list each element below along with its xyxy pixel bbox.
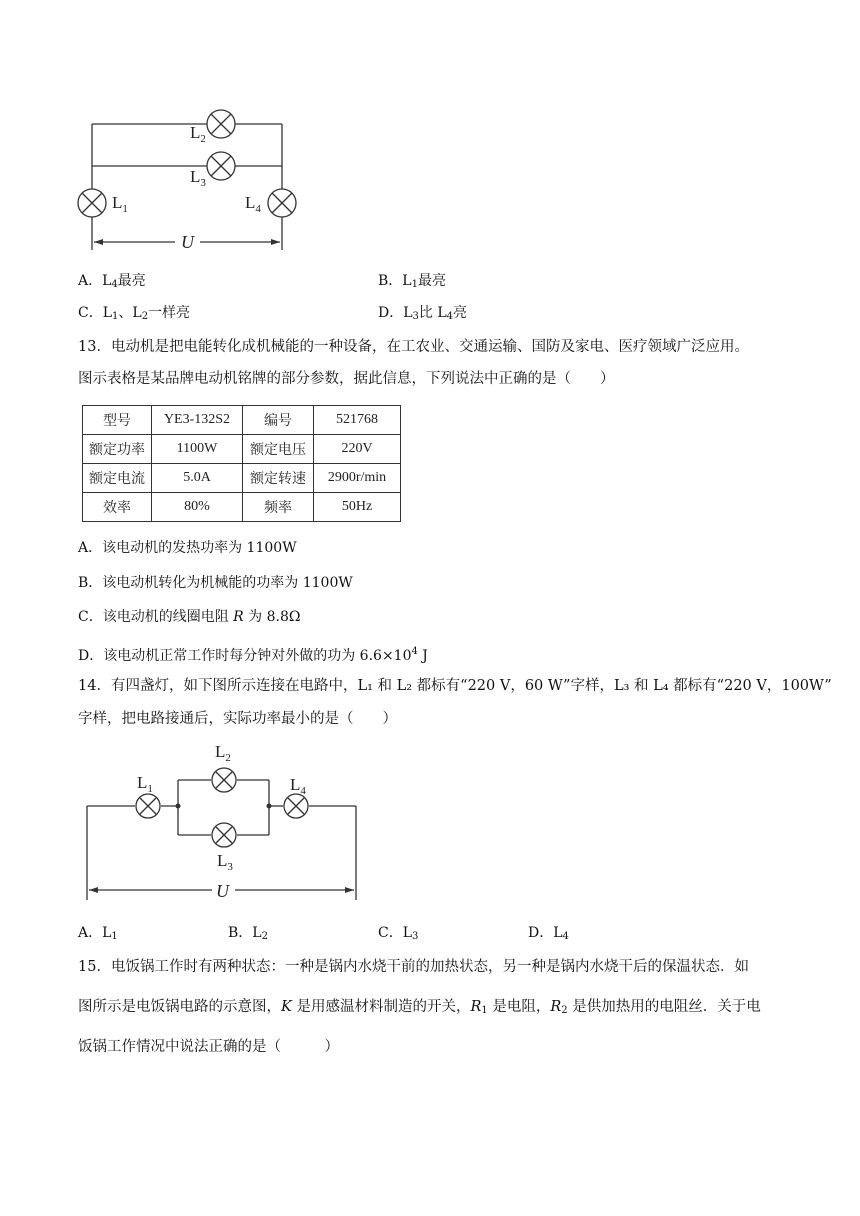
option-letter: C． <box>378 925 403 941</box>
superscript: 4 <box>411 646 418 657</box>
table-cell: 编号 <box>243 406 314 435</box>
lamp-l3-icon <box>207 152 235 180</box>
subscript: 2 <box>561 1005 568 1016</box>
q13-option-d[interactable] <box>78 642 428 666</box>
label-l1: $L_1$ <box>112 193 128 215</box>
label-l3: $L_3$ <box>217 851 233 873</box>
label-l2: $L_2$ <box>215 742 231 764</box>
table-cell: 额定功率 <box>83 435 152 464</box>
option-text: J <box>417 648 428 664</box>
q14-option-b[interactable] <box>228 923 268 947</box>
table-cell: 521768 <box>314 406 401 435</box>
option-text: 亮 <box>453 305 468 321</box>
q14-option-c[interactable] <box>378 923 418 947</box>
label-u: U <box>181 232 194 252</box>
q12-option-c[interactable] <box>78 303 190 327</box>
label-l4: $L_4$ <box>290 775 306 797</box>
table-row <box>83 435 401 464</box>
option-text: C．该电动机的线圈电阻 <box>78 609 234 625</box>
table-cell: 50Hz <box>314 493 401 522</box>
q13-stem-line1: 13．电动机是把电能转化成机械能的一种设备，在工农业、交通运输、国防及家电、医疗领域广泛应用。 <box>78 339 749 355</box>
q15-stem-line2 <box>78 996 761 1022</box>
option-letter: B． <box>378 273 403 289</box>
option-text: L <box>102 925 112 941</box>
variable-r1: R <box>470 999 482 1015</box>
q14-option-a[interactable] <box>78 923 118 947</box>
table-cell: 额定电压 <box>243 435 314 464</box>
option-letter: A． <box>78 925 103 941</box>
option-text: L <box>102 273 112 289</box>
option-text: 最亮 <box>117 273 146 289</box>
option-text: L <box>553 925 563 941</box>
variable-r2: R <box>550 999 562 1015</box>
subscript: 1 <box>111 931 118 942</box>
label-l3: $L_3$ <box>190 167 206 189</box>
lamp-l4-icon <box>268 189 296 217</box>
q14-stem-line1: 14．有四盏灯，如下图所示连接在电路中，L₁ 和 L₂ 都标有“220 V，60 W”字样，L₃ 和 L₄ 都标有“220 V，100W” <box>78 678 832 694</box>
stem-text: 是电阻， <box>487 999 551 1015</box>
motor-nameplate-table <box>82 405 401 522</box>
q14-option-d[interactable] <box>528 923 569 947</box>
q14-stem-line2: 字样，把电路接通后，实际功率最小的是（ ） <box>78 711 397 727</box>
table-cell: 2900r/min <box>314 464 401 493</box>
subscript: 2 <box>261 931 268 942</box>
label-l1: $L_1$ <box>137 773 153 795</box>
table-row <box>83 406 401 435</box>
subscript: 4 <box>562 931 569 942</box>
q14-circuit-figure <box>75 740 375 910</box>
table-cell: 型号 <box>83 406 152 435</box>
subscript: 4 <box>446 311 454 322</box>
option-text: L <box>102 305 113 321</box>
option-letter: A． <box>78 273 103 289</box>
stem-text: 是用感温材料制造的开关， <box>291 999 471 1015</box>
lamp-l4-icon <box>284 794 308 818</box>
q13-option-c[interactable] <box>78 607 301 627</box>
q15-stem-line3: 饭锅工作情况中说法正确的是（ ） <box>78 1039 339 1055</box>
option-letter: B． <box>228 925 253 941</box>
option-text: 比 L <box>418 305 447 321</box>
stem-text: 图所示是电饭锅电路的示意图， <box>78 999 281 1015</box>
option-text: L <box>402 925 413 941</box>
table-cell: 额定转速 <box>243 464 314 493</box>
subscript: 4 <box>111 279 118 290</box>
lamp-l1-icon <box>136 794 160 818</box>
table-cell: 5.0A <box>152 464 243 493</box>
table-cell: 效率 <box>83 493 152 522</box>
subscript: 1 <box>411 279 418 290</box>
lamp-l2-icon <box>212 768 236 792</box>
table-row <box>83 464 401 493</box>
subscript: 1 <box>481 1005 488 1016</box>
subscript: 3 <box>412 311 419 322</box>
option-text: 、L <box>118 305 142 321</box>
table-cell: 1100W <box>152 435 243 464</box>
option-text: 为 8.8Ω <box>243 609 301 625</box>
option-letter: D． <box>378 305 404 321</box>
option-text: D．该电动机正常工作时每分钟对外做的功为 6.6×10 <box>78 648 412 664</box>
option-letter: C． <box>78 305 103 321</box>
table-cell: 频率 <box>243 493 314 522</box>
q12-circuit-figure <box>70 100 320 260</box>
q12-option-b[interactable] <box>378 271 446 295</box>
q15-stem-line1: 15．电饭锅工作时有两种状态：一种是锅内水烧干前的加热状态，另一种是锅内水烧干后的保温状态．如 <box>78 959 749 975</box>
q13-option-a[interactable]: A．该电动机的发热功率为 1100W <box>78 540 297 556</box>
option-letter: D． <box>528 925 554 941</box>
q13-option-b[interactable]: B．该电动机转化为机械能的功率为 1100W <box>78 575 353 591</box>
table-cell: YE3-132S2 <box>152 406 243 435</box>
q12-option-d[interactable] <box>378 303 467 327</box>
subscript: 2 <box>141 311 149 322</box>
option-text: 一样亮 <box>148 305 191 321</box>
table-cell: 220V <box>314 435 401 464</box>
table-cell: 80% <box>152 493 243 522</box>
lamp-l1-icon <box>78 189 106 217</box>
subscript: 1 <box>112 311 119 322</box>
table-cell: 额定电流 <box>83 464 152 493</box>
option-text: L <box>402 273 412 289</box>
table-row <box>83 493 401 522</box>
label-u: U <box>216 881 229 901</box>
label-l2: $L_2$ <box>190 123 206 145</box>
option-text: 最亮 <box>417 273 446 289</box>
option-text: L <box>403 305 413 321</box>
label-l4: $L_4$ <box>245 193 261 215</box>
variable-k: K <box>281 999 292 1015</box>
option-text: L <box>252 925 262 941</box>
variable-r: R <box>233 609 244 625</box>
stem-text: 是供加热用的电阻丝．关于电 <box>567 999 761 1015</box>
lamp-l2-icon <box>207 110 235 138</box>
q13-stem-line2: 图示表格是某品牌电动机铭牌的部分参数，据此信息，下列说法中正确的是（ ） <box>78 371 615 387</box>
subscript: 3 <box>412 931 419 942</box>
lamp-l3-icon <box>212 823 236 847</box>
q12-option-a[interactable] <box>78 271 146 295</box>
